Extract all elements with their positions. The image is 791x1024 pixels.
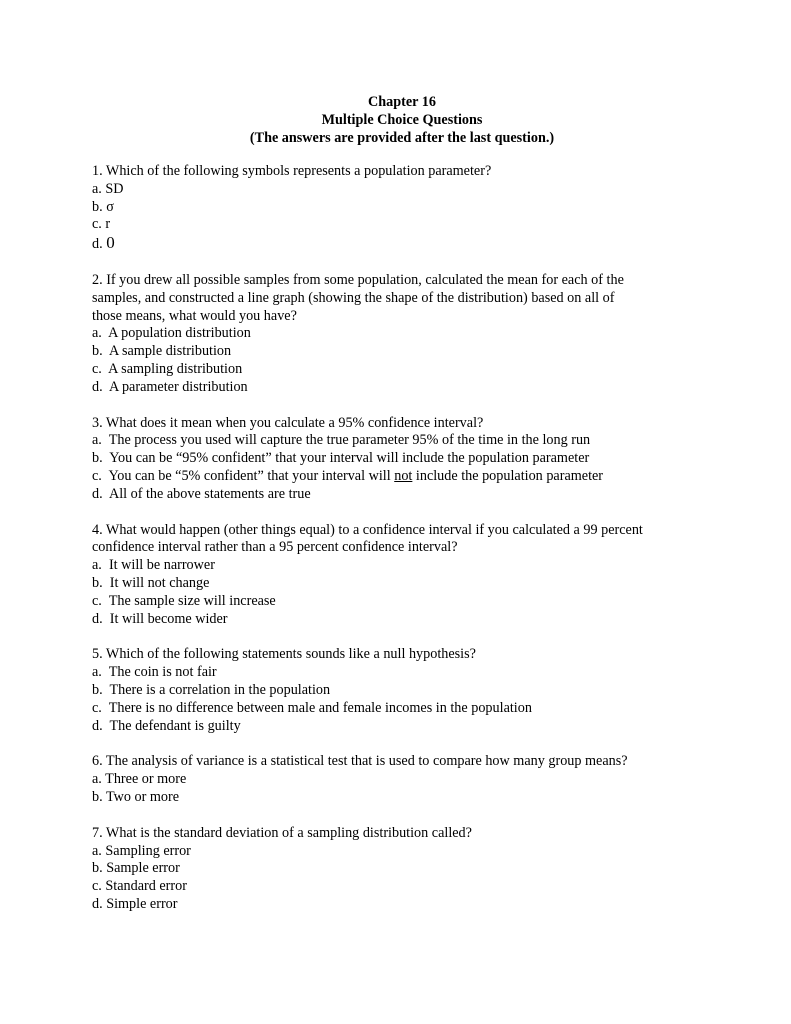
- question-5: [92, 646, 712, 735]
- question-2: [92, 272, 712, 397]
- option-text: You can be “95% confident” that your interval will include the population parameter: [109, 450, 590, 467]
- question-text: 5. Which of the following statements sounds like a null hypothesis?: [92, 646, 476, 663]
- option-letter: a.: [92, 664, 102, 681]
- question-text-line: 2. If you drew all possible samples from some population, calculated the mean for each of the: [92, 271, 624, 288]
- option-text: It will not change: [109, 574, 210, 591]
- option-text: The defendant is guilty: [109, 717, 241, 734]
- option-d: [92, 611, 712, 629]
- option-text: Two or more: [105, 788, 180, 805]
- question-6: [92, 753, 712, 806]
- option-d: [92, 718, 712, 736]
- option-text: Sample error: [106, 860, 180, 877]
- document-header: [92, 93, 712, 147]
- option-letter: a.: [92, 771, 102, 788]
- question-text-line: confidence interval rather than a 95 percent confidence interval?: [92, 539, 458, 556]
- option-letter: a.: [92, 432, 102, 449]
- option-a: [92, 664, 712, 682]
- option-letter: c.: [92, 216, 102, 233]
- option-text: There is no difference between male and female incomes in the population: [108, 699, 532, 716]
- option-text: It will be narrower: [108, 557, 215, 574]
- option-letter: b.: [92, 860, 103, 877]
- option-letter: c.: [92, 699, 102, 716]
- option-letter: d.: [92, 236, 103, 253]
- option-letter: b.: [92, 681, 103, 698]
- option-letter: b.: [92, 788, 103, 805]
- option-text: A sample distribution: [108, 343, 232, 360]
- option-b: [92, 575, 712, 593]
- document-page: [92, 93, 712, 914]
- option-text-post: include the population parameter: [412, 467, 604, 484]
- question-text: 1. Which of the following symbols represents a population parameter?: [92, 163, 492, 179]
- option-c: [92, 216, 712, 234]
- option-letter: a.: [92, 180, 102, 197]
- option-text: σ: [106, 198, 114, 215]
- option-letter: c.: [92, 360, 102, 377]
- option-text: The sample size will increase: [108, 592, 276, 609]
- option-c: [92, 878, 712, 896]
- question-3: [92, 415, 712, 504]
- question-text-line: those means, what would you have?: [92, 307, 297, 324]
- option-text: Standard error: [105, 878, 187, 895]
- option-text: It will become wider: [109, 610, 228, 627]
- question-text-line: samples, and constructed a line graph (showing the shape of the distribution) based on all of: [92, 289, 615, 306]
- option-a: [92, 432, 712, 450]
- chapter-heading: Chapter 16: [368, 94, 436, 110]
- option-letter: b.: [92, 343, 103, 360]
- question-4: [92, 522, 712, 629]
- option-d: [92, 896, 712, 914]
- option-text: A sampling distribution: [108, 360, 243, 377]
- option-text: r: [105, 216, 111, 233]
- option-a: [92, 181, 712, 199]
- option-text: A population distribution: [108, 325, 251, 342]
- option-a: [92, 843, 712, 861]
- option-text: Sampling error: [105, 842, 191, 859]
- option-c: [92, 468, 712, 486]
- option-text: 0: [106, 233, 115, 253]
- option-a: [92, 771, 712, 789]
- option-b: [92, 789, 712, 807]
- question-1: [92, 163, 712, 254]
- option-text-pre: You can be “5% confident” that your interval will: [108, 467, 395, 484]
- option-c: [92, 700, 712, 718]
- option-letter: a.: [92, 557, 102, 574]
- option-letter: d.: [92, 717, 103, 734]
- option-c: [92, 593, 712, 611]
- option-a: [92, 557, 712, 575]
- option-text: Simple error: [106, 895, 178, 912]
- option-b: [92, 450, 712, 468]
- option-text: SD: [105, 180, 124, 197]
- option-letter: a.: [92, 325, 102, 342]
- underlined-word: not: [394, 467, 413, 484]
- question-text-line: 4. What would happen (other things equal) to a confidence interval if you calculated a 99 percent: [92, 521, 643, 538]
- option-text: Three or more: [105, 771, 187, 788]
- option-text: [108, 468, 603, 484]
- question-7: [92, 825, 712, 914]
- option-letter: b.: [92, 198, 103, 215]
- option-letter: d.: [92, 895, 103, 912]
- option-text: The process you used will capture the true parameter 95% of the time in the long run: [108, 432, 591, 449]
- question-text: 6. The analysis of variance is a statistical test that is used to compare how many group means?: [92, 753, 628, 770]
- answers-note: (The answers are provided after the last question.): [249, 130, 555, 146]
- option-text: There is a correlation in the population: [109, 681, 331, 698]
- page-title: Multiple Choice Questions: [321, 112, 483, 128]
- option-b: [92, 343, 712, 361]
- option-a: [92, 325, 712, 343]
- option-d: [92, 234, 712, 254]
- option-b: [92, 199, 712, 217]
- option-letter: b.: [92, 574, 103, 591]
- option-letter: b.: [92, 450, 103, 467]
- option-letter: d.: [92, 610, 103, 627]
- option-d: [92, 379, 712, 397]
- question-text: 3. What does it mean when you calculate a 95% confidence interval?: [92, 414, 484, 431]
- option-c: [92, 361, 712, 379]
- option-text: A parameter distribution: [108, 378, 248, 395]
- option-text: The coin is not fair: [108, 664, 217, 681]
- question-text: 7. What is the standard deviation of a sampling distribution called?: [92, 824, 472, 841]
- option-letter: d.: [92, 485, 103, 502]
- option-text: All of the above statements are true: [108, 485, 311, 502]
- option-d: [92, 486, 712, 504]
- option-letter: c.: [92, 878, 102, 895]
- option-letter: c.: [92, 592, 102, 609]
- option-b: [92, 860, 712, 878]
- option-letter: a.: [92, 842, 102, 859]
- option-letter: d.: [92, 378, 103, 395]
- option-letter: c.: [92, 467, 102, 484]
- option-b: [92, 682, 712, 700]
